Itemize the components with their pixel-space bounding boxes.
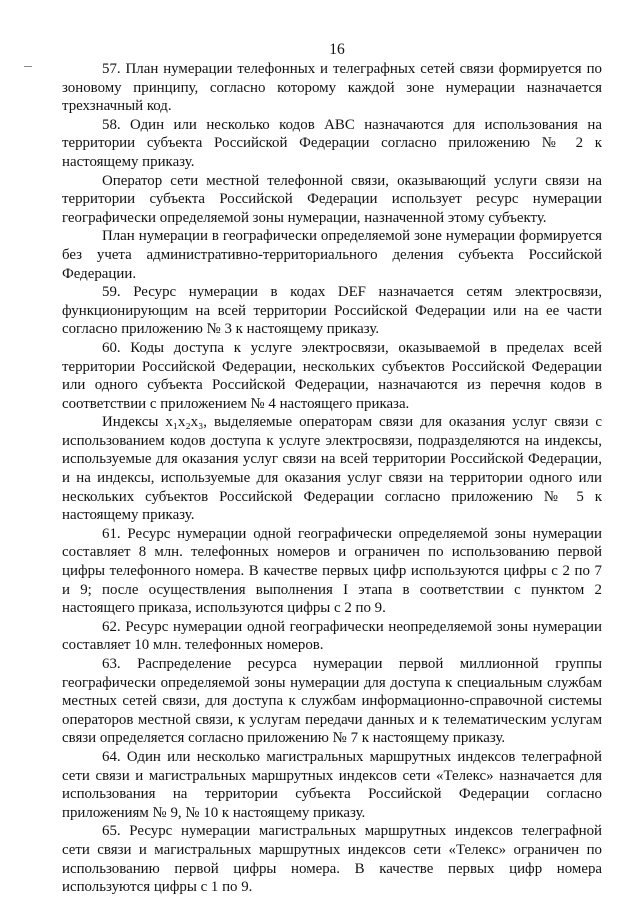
paragraph-58: 58. Один или несколько кодов ABC назначаются для использования на территории субъекта Российской Федерации согласно приложению № 2 к настоящему приказу. [62, 116, 602, 170]
paragraph-63: 63. Распределение ресурса нумерации первой миллионной группы географически определяемой зоны нумерации для доступа к специальным службам местных сетей связи, для доступа к службам информационно-справочной системы операторов местной связи, к услугам передачи данных и к телематическим услугам связи определяется согласно приложению № 7 к настоящему приказу. [62, 656, 602, 747]
paragraph-60: 60. Коды доступа к услуге электросвязи, оказываемой в пределах всей территории Российской Федерации, нескольких субъектов Российской Федерации или одного субъекта Российской Федерации, назначаются из перечня кодов в соответствии с приложением № 4 настоящего приказа. [62, 339, 602, 412]
paragraph-64: 64. Один или несколько магистральных маршрутных индексов телеграфной сети связи и магистральных маршрутных индексов сети «Телекс» назначается для использования на территории субъекта Российской Федерации согласно приложениям № 9, № 10 к настоящему приказу. [62, 748, 602, 821]
paragraph-61: 61. Ресурс нумерации одной географически определяемой зоны нумерации составляет 8 млн. телефонных номеров и ограничен по использованию первой цифры телефонного номера. В качестве первых цифр используются цифры с 2 по 7 и 9; после осуществления выполнения I этапа в соответствии с пунктом 2 настоящего приказа, используются цифры с 2 по 9. [62, 525, 602, 617]
paragraph-59: 59. Ресурс нумерации в кодах DEF назначается сетям электросвязи, функционирующим на всей территории Российской Федерации или на ее части согласно приложению № 3 к настоящему приказу. [62, 284, 602, 338]
paragraph-57: 57. План нумерации телефонных и телеграфных сетей связи формируется по зоновому принципу, согласно которому каждой зоне нумерации назначается трехзначный код. [62, 61, 602, 115]
page-number: 16 [329, 41, 345, 58]
paragraph-58-local-operator: Оператор сети местной телефонной связи, оказывающий услуги связи на территории субъекта Российской Федерации использует ресурс нумерации географически определяемой зоны нумерации, назначенной этому субъекту. [62, 172, 602, 226]
paragraph-65: 65. Ресурс нумерации магистральных маршрутных индексов телеграфной сети связи и магистральных маршрутных индексов сети «Телекс» ограничен по использованию первой цифры номера. В качестве первых цифр номера используются цифры с 1 по 9. [62, 823, 602, 896]
paragraph-58-numbering-plan: План нумерации в географически определяемой зоне нумерации формируется без учета административно-территориального деления субъекта Российской Федерации. [62, 228, 602, 282]
scan-mark [24, 66, 32, 67]
paragraph-60-indexes: Индексы x₁x₂x₃, выделяемые операторам связи для оказания услуг связи с использованием кодов доступа к услуге электросвязи, подразделяются на индексы, используемые для оказания услуг связи на всей территории Российской Федерации, и на индексы, используемые для оказания услуг связи на территории одного или нескольких субъектов Российской Федерации согласно приложению № 5 к настоящему приказу. [62, 414, 602, 524]
paragraph-62: 62. Ресурс нумерации одной географически неопределяемой зоны нумерации составляет 10 млн. телефонных номеров. [62, 618, 602, 654]
